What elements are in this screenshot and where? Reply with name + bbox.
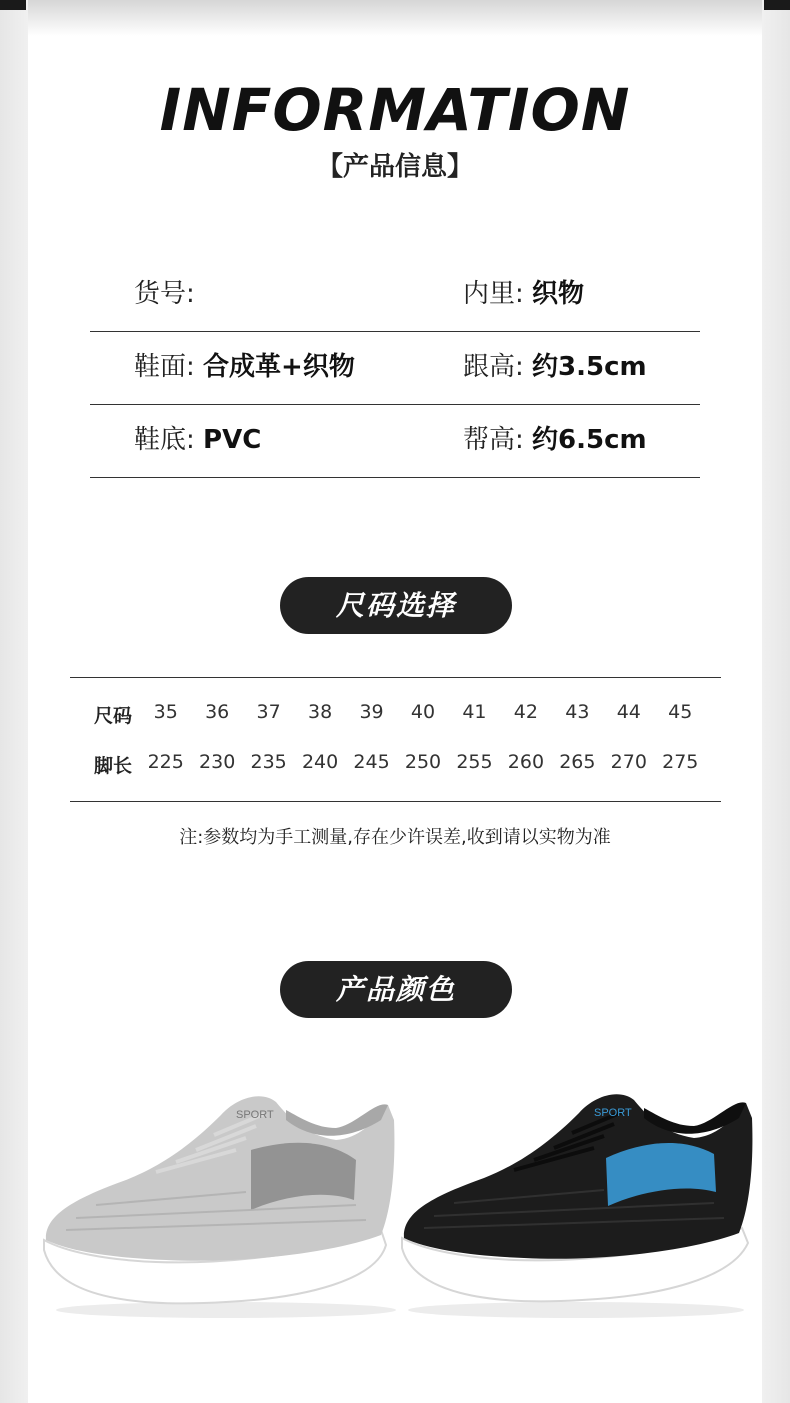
- length-cell: 240: [301, 751, 339, 773]
- page-edge-left: [0, 0, 28, 1403]
- size-cell: 36: [205, 701, 230, 723]
- spec-item-shaft-height: [463, 403, 647, 477]
- spec-item-heel-height: [463, 330, 647, 404]
- length-cell: 270: [610, 751, 647, 773]
- size-cell: 35: [153, 701, 178, 723]
- length-cell: 250: [404, 751, 442, 773]
- size-cell: 41: [462, 701, 487, 723]
- spec-item-upper: [134, 330, 355, 404]
- page-edge-right: [762, 0, 790, 1403]
- spec-value: 合成革+织物: [203, 352, 355, 382]
- spec-value: 约3.5cm: [532, 352, 647, 382]
- spec-label: 内里:: [463, 279, 524, 309]
- spec-row: [90, 257, 700, 332]
- spec-label: 帮高:: [463, 425, 524, 455]
- size-cells: [140, 701, 706, 723]
- color-section-title: 产品颜色: [280, 961, 512, 1018]
- grey-shoe-image: [36, 1080, 402, 1320]
- length-cell: 235: [250, 751, 287, 773]
- length-cell: 255: [456, 751, 493, 773]
- black-shoe-brand: SPORT: [594, 1107, 632, 1119]
- length-cell: 230: [199, 751, 236, 773]
- spec-value: 约6.5cm: [532, 425, 647, 455]
- length-cell: 275: [662, 751, 699, 773]
- info-subtitle: 【产品信息】: [316, 152, 473, 182]
- grey-shoe-brand: SPORT: [236, 1109, 274, 1121]
- size-cell: 40: [410, 701, 436, 723]
- info-title: INFORMATION: [159, 76, 631, 144]
- spec-row: [90, 403, 700, 478]
- size-cell: 43: [565, 701, 590, 723]
- size-section-title: 尺码选择: [280, 577, 512, 634]
- length-cell: 260: [507, 751, 545, 773]
- length-row-label: 脚长: [94, 755, 133, 777]
- corner-mark-right: [764, 0, 790, 10]
- length-cell: 245: [353, 751, 390, 773]
- size-cell: 45: [668, 701, 693, 723]
- length-cells: [140, 751, 706, 773]
- spec-item-article-no: [134, 257, 195, 331]
- size-table: [70, 677, 721, 802]
- panel-top-shadow: [28, 0, 762, 36]
- length-cell: 225: [147, 751, 184, 773]
- corner-mark-left: [0, 0, 26, 10]
- spec-label: 跟高:: [463, 352, 524, 382]
- size-cell: 38: [307, 701, 333, 723]
- size-row: [70, 701, 721, 731]
- length-row: [70, 751, 721, 781]
- spec-label: 鞋面:: [134, 352, 195, 382]
- spec-value: PVC: [203, 425, 262, 455]
- spec-item-lining: [463, 257, 584, 331]
- size-cell: 42: [513, 701, 538, 723]
- measurement-note: 注:参数均为手工测量,存在少许误差,收到请以实物为准: [179, 827, 611, 848]
- size-cell: 44: [616, 701, 641, 723]
- size-cell: 39: [359, 701, 384, 723]
- spec-label: 鞋底:: [134, 425, 195, 455]
- length-cell: 265: [559, 751, 596, 773]
- size-cell: 37: [256, 701, 281, 723]
- spec-row: [90, 330, 700, 405]
- spec-item-sole: [134, 403, 261, 477]
- spec-value: 织物: [532, 279, 585, 309]
- black-shoe-image: [396, 1080, 758, 1320]
- spec-label: 货号:: [134, 279, 195, 309]
- size-row-label: 尺码: [94, 705, 133, 727]
